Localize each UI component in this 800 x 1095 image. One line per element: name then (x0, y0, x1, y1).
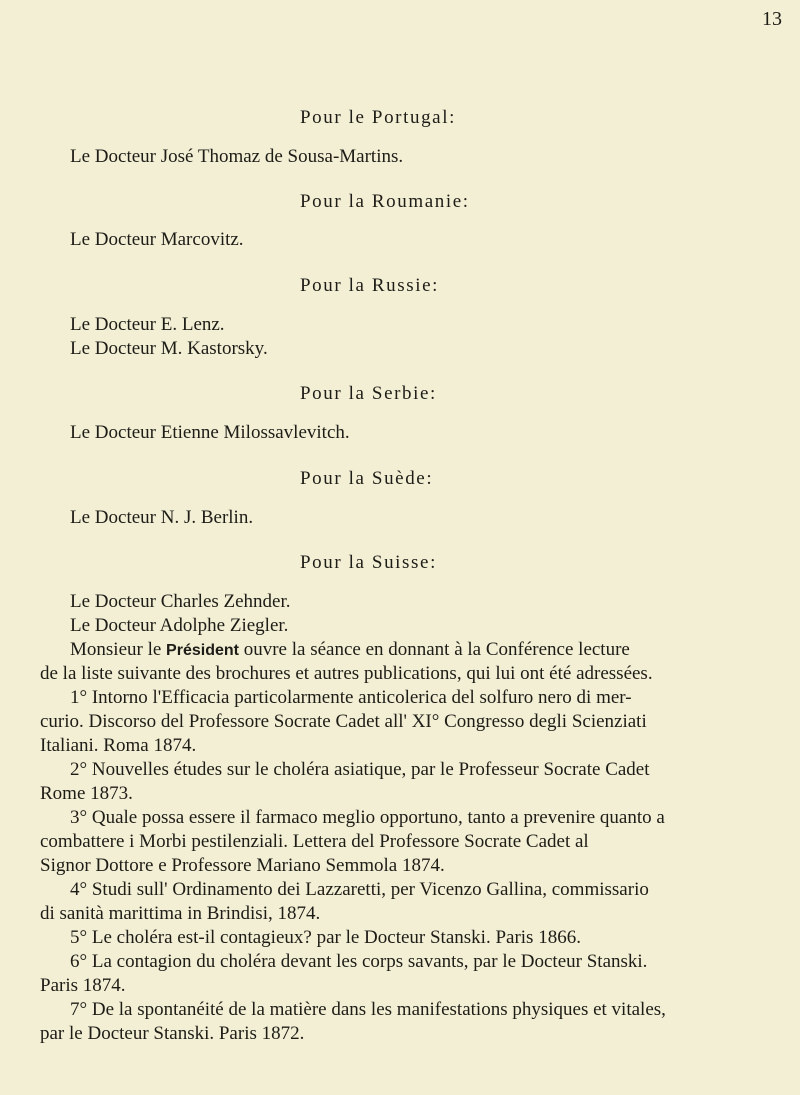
item-1-line: 1° Intorno l'Efficacia particolarmente anticolerica del solfuro nero di mer- (70, 687, 632, 708)
delegate-name: Le Docteur N. J. Berlin. (70, 507, 254, 528)
delegate-name: Le Docteur Adolphe Ziegler. (70, 615, 289, 636)
item-7-line: 7° De la spontanéité de la matière dans les manifestations physiques et vitales, (70, 999, 666, 1020)
page-number: 13 (762, 8, 782, 30)
item-6-line: Paris 1874. (40, 975, 126, 996)
document-page: 13 Pour le Portugal: Le Docteur José Thomaz de Sousa-Martins. Pour la Roumanie: Le Docteur Marcovitz. Pour la Russie: Le Docteur E. Lenz. Le Docteur M. Kastorsky. Pour la Serbie: Le Docteur Etienne Milossavlevitch. Pour la Suède: Le Docteur N. J. Berlin. Pour la Suisse: Le Docteur Charles Zehnder. Le Docteur Adolphe Ziegler. Monsieur le Président ouvre la séance en donnant à la Conférence lecture de la liste suivante des brochures et autres publications, qui lui ont été adressées. 1° Intorno l'Efficacia particolarmente anticolerica del solfuro nero di mer- curio. Discorso del Professore Socrate Cadet all' XI° Congresso degli Scienziati Italiani. Roma 1874. 2° Nouvelles études sur le choléra asiatique, par le Professeur Socrate Cadet Rome 1873. 3° Quale possa essere il farmaco meglio opportuno, tanto a prevenire quanto a combattere i Morbi pestilenziali. Lettera del Professore Socrate Cadet al Signor Dottore e Professore Mariano Semmola 1874. 4° Studi sull' Ordinamento dei Lazzaretti, per Vicenzo Gallina, commissario di sanità marittima in Brindisi, 1874. 5° Le choléra est-il contagieux? par le Docteur Stanski. Paris 1866. 6° La contagion du choléra devant les corps savants, par le Docteur Stanski. Paris 1874. 7° De la spontanéité de la matière dans les manifestations physiques et vitales, par le Docteur Stanski. Paris 1872. (0, 0, 800, 1095)
item-3-line: combattere i Morbi pestilenziali. Lettera del Professore Socrate Cadet al (40, 831, 589, 852)
delegate-name: Le Docteur Marcovitz. (70, 229, 244, 250)
item-4-line: di sanità marittima in Brindisi, 1874. (40, 903, 321, 924)
item-3-line: 3° Quale possa essere il farmaco meglio opportuno, tanto a prevenire quanto a (70, 807, 665, 828)
item-2-line: 2° Nouvelles études sur le choléra asiatique, par le Professeur Socrate Cadet (70, 759, 650, 780)
item-5-line: 5° Le choléra est-il contagieux? par le Docteur Stanski. Paris 1866. (70, 927, 581, 948)
item-1-line: curio. Discorso del Professore Socrate Cadet all' XI° Congresso degli Scienziati (40, 711, 647, 732)
intro-line-1: Monsieur le Président ouvre la séance en donnant à la Conférence lecture (70, 639, 630, 660)
item-6-line: 6° La contagion du choléra devant les corps savants, par le Docteur Stanski. (70, 951, 648, 972)
item-4-line: 4° Studi sull' Ordinamento dei Lazzaretti, per Vicenzo Gallina, commissario (70, 879, 649, 900)
intro-line-2: de la liste suivante des brochures et autres publications, qui lui ont été adressées. (40, 663, 653, 684)
delegate-name: Le Docteur Charles Zehnder. (70, 591, 291, 612)
item-1-line: Italiani. Roma 1874. (40, 735, 197, 756)
delegate-name: Le Docteur José Thomaz de Sousa-Martins. (70, 146, 404, 167)
delegate-name: Le Docteur M. Kastorsky. (70, 338, 268, 359)
delegate-name: Le Docteur E. Lenz. (70, 314, 225, 335)
delegate-name: Le Docteur Etienne Milossavlevitch. (70, 422, 350, 443)
item-3-line: Signor Dottore e Professore Mariano Semmola 1874. (40, 855, 445, 876)
item-2-line: Rome 1873. (40, 783, 133, 804)
item-7-line: par le Docteur Stanski. Paris 1872. (40, 1023, 305, 1044)
